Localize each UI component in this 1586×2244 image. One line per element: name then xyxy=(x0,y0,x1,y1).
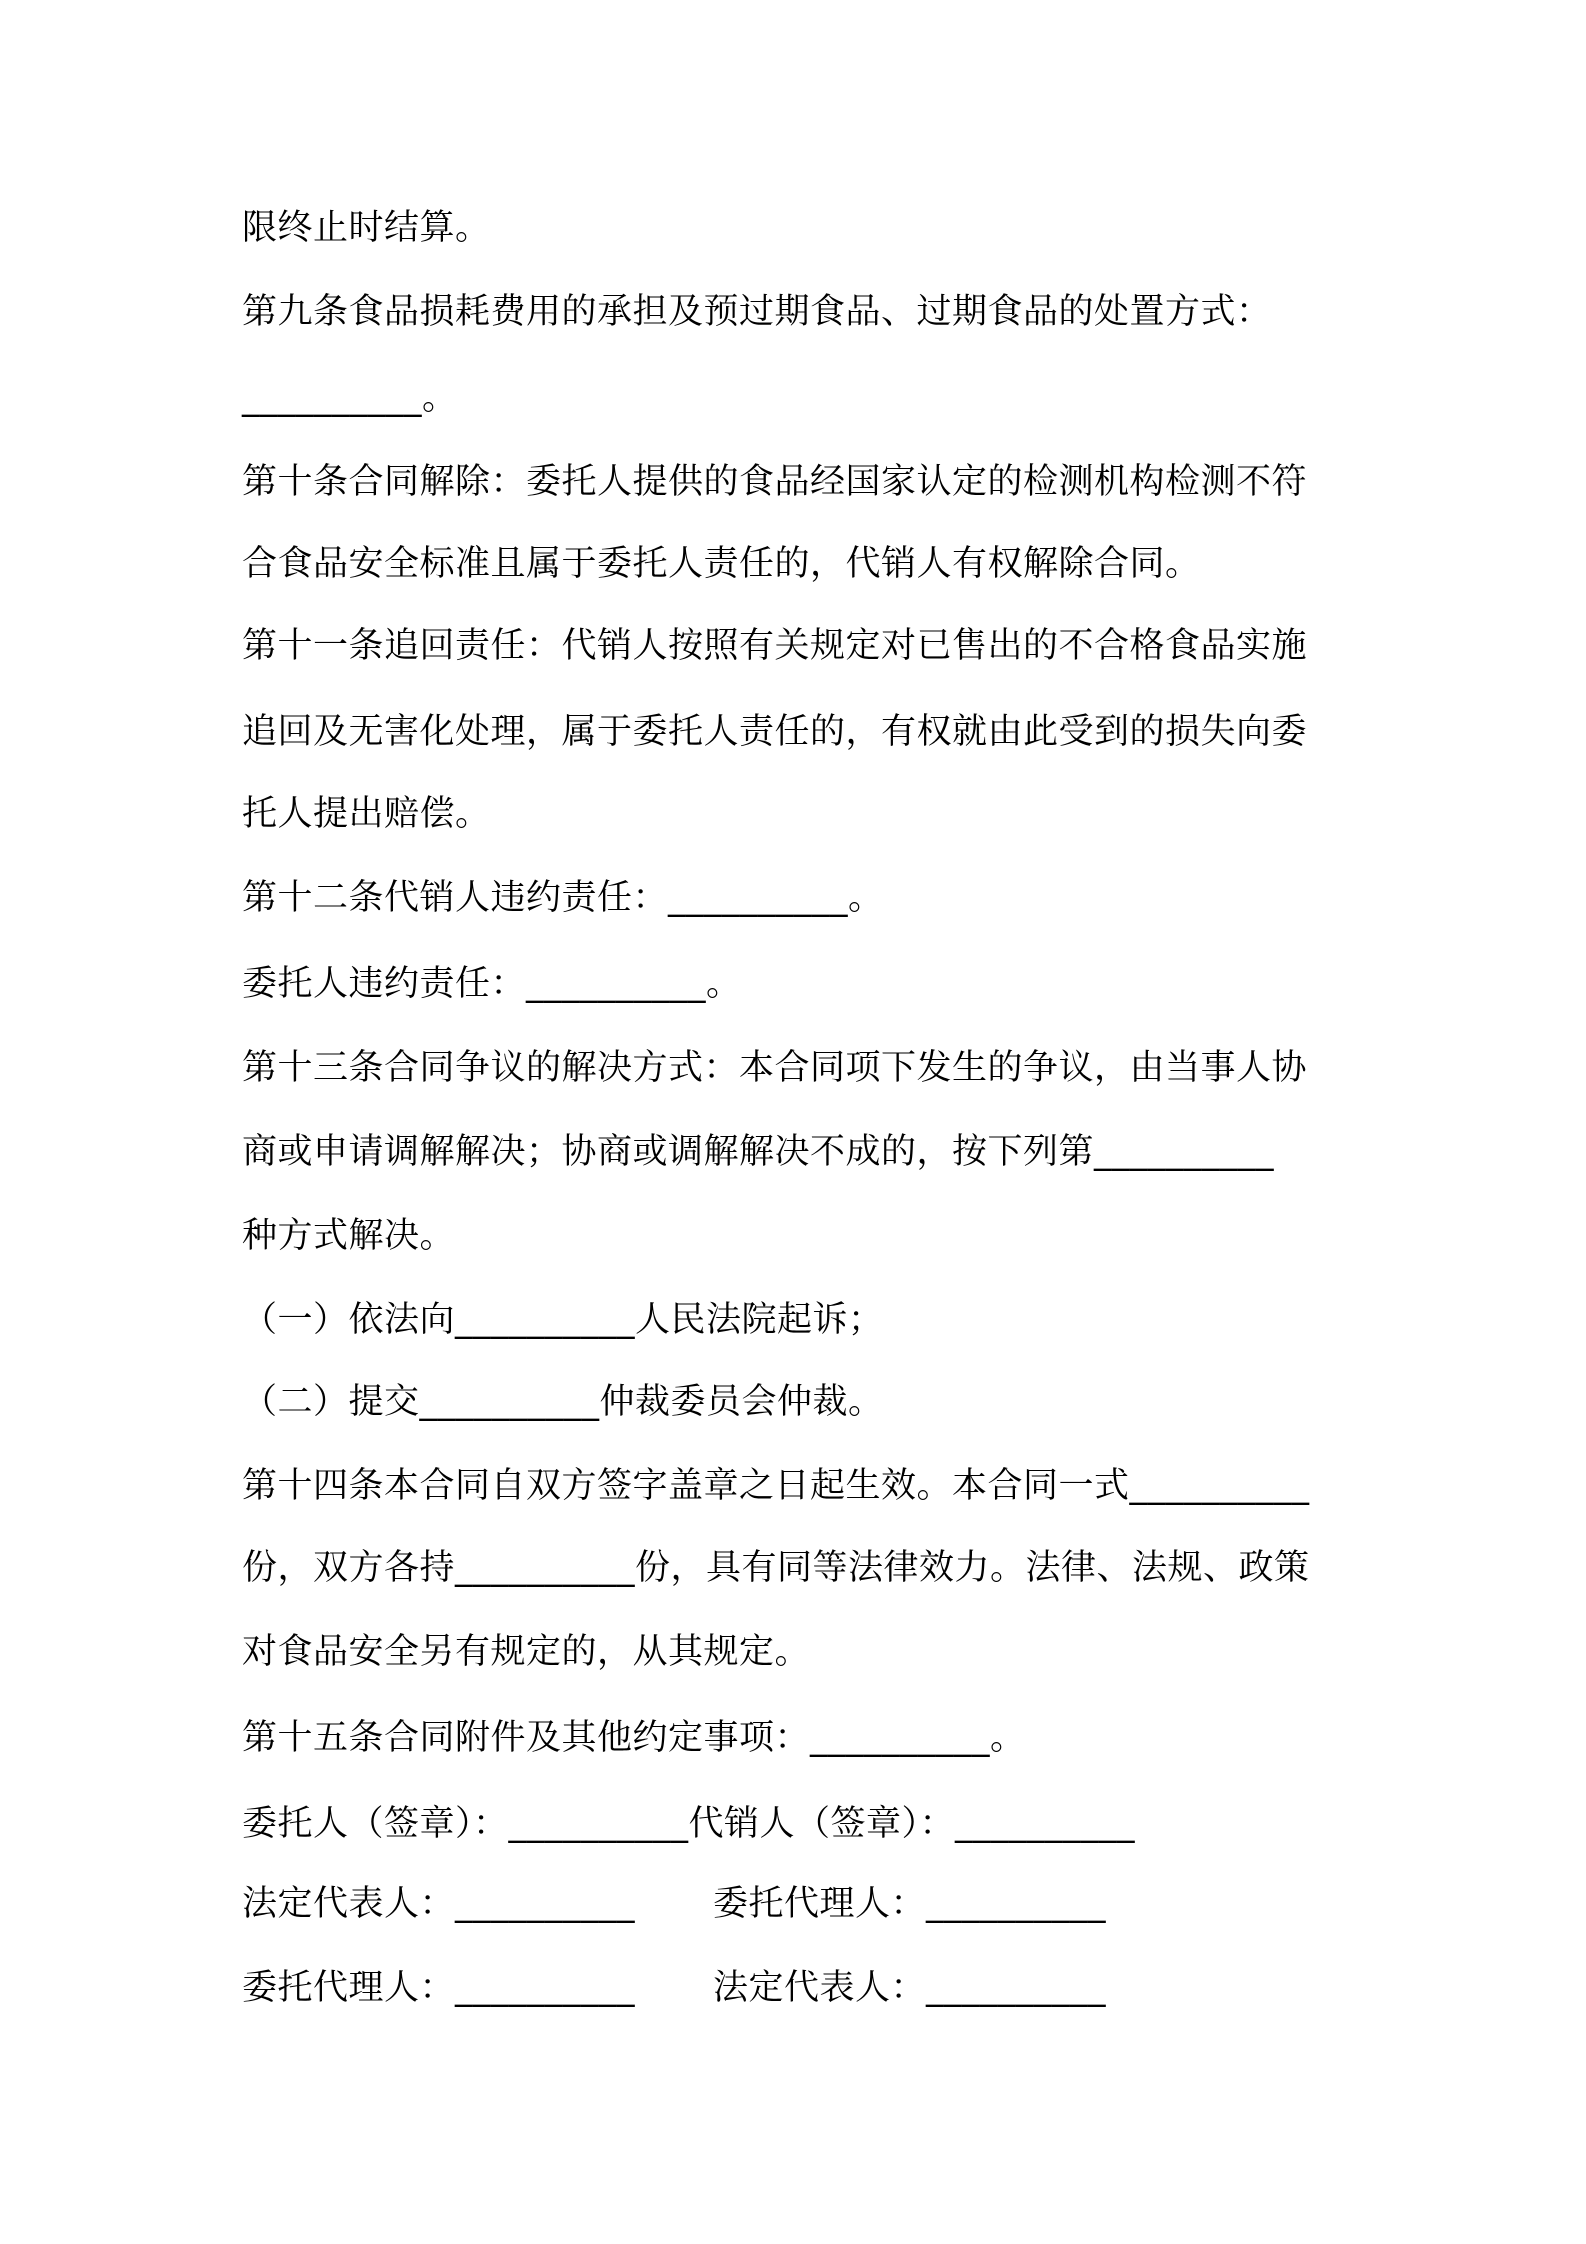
text-line-10: 委托人违约责任：__________。 xyxy=(242,964,742,1004)
text-line-12: 商或申请调解解决；协商或调解解决不成的，按下列第__________ xyxy=(242,1132,1275,1172)
text-line-8: 托人提出赔偿。 xyxy=(242,794,491,834)
signature-authorized-agent-left: 委托代理人：__________ xyxy=(242,1968,636,2008)
signature-line-entruster-agent: 委托人（签章）：__________代销人（签章）：__________ xyxy=(242,1804,1136,1844)
text-line-1: 限终止时结算。 xyxy=(242,208,491,248)
text-line-15: （二）提交__________仲裁委员会仲裁。 xyxy=(242,1382,884,1422)
text-line-7: 追回及无害化处理，属于委托人责任的，有权就由此受到的损失向委 xyxy=(242,712,1308,752)
text-line-13: 种方式解决。 xyxy=(242,1216,456,1256)
text-line-2: 第九条食品损耗费用的承担及预过期食品、过期食品的处置方式： xyxy=(242,292,1272,332)
text-line-17: 份，双方各持__________份，具有同等法律效力。法律、法规、政策 xyxy=(242,1548,1310,1588)
text-line-18: 对食品安全另有规定的，从其规定。 xyxy=(242,1632,811,1672)
signature-authorized-agent-right: 委托代理人：__________ xyxy=(713,1884,1107,1924)
text-line-6: 第十一条追回责任：代销人按照有关规定对已售出的不合格食品实施 xyxy=(242,626,1308,666)
signature-legal-rep-right: 法定代表人：__________ xyxy=(713,1968,1107,2008)
signature-legal-rep-left: 法定代表人：__________ xyxy=(242,1884,636,1924)
text-line-19: 第十五条合同附件及其他约定事项：__________。 xyxy=(242,1718,1026,1758)
text-line-5: 合食品安全标准且属于委托人责任的，代销人有权解除合同。 xyxy=(242,544,1201,584)
text-line-11: 第十三条合同争议的解决方式：本合同项下发生的争议，由当事人协 xyxy=(242,1048,1308,1088)
text-line-3: __________。 xyxy=(242,378,458,418)
text-line-16: 第十四条本合同自双方签字盖章之日起生效。本合同一式__________ xyxy=(242,1466,1310,1506)
text-line-4: 第十条合同解除：委托人提供的食品经国家认定的检测机构检测不符 xyxy=(242,462,1308,502)
text-line-9: 第十二条代销人违约责任：__________。 xyxy=(242,878,884,918)
text-line-14: （一）依法向__________人民法院起诉； xyxy=(242,1300,884,1340)
